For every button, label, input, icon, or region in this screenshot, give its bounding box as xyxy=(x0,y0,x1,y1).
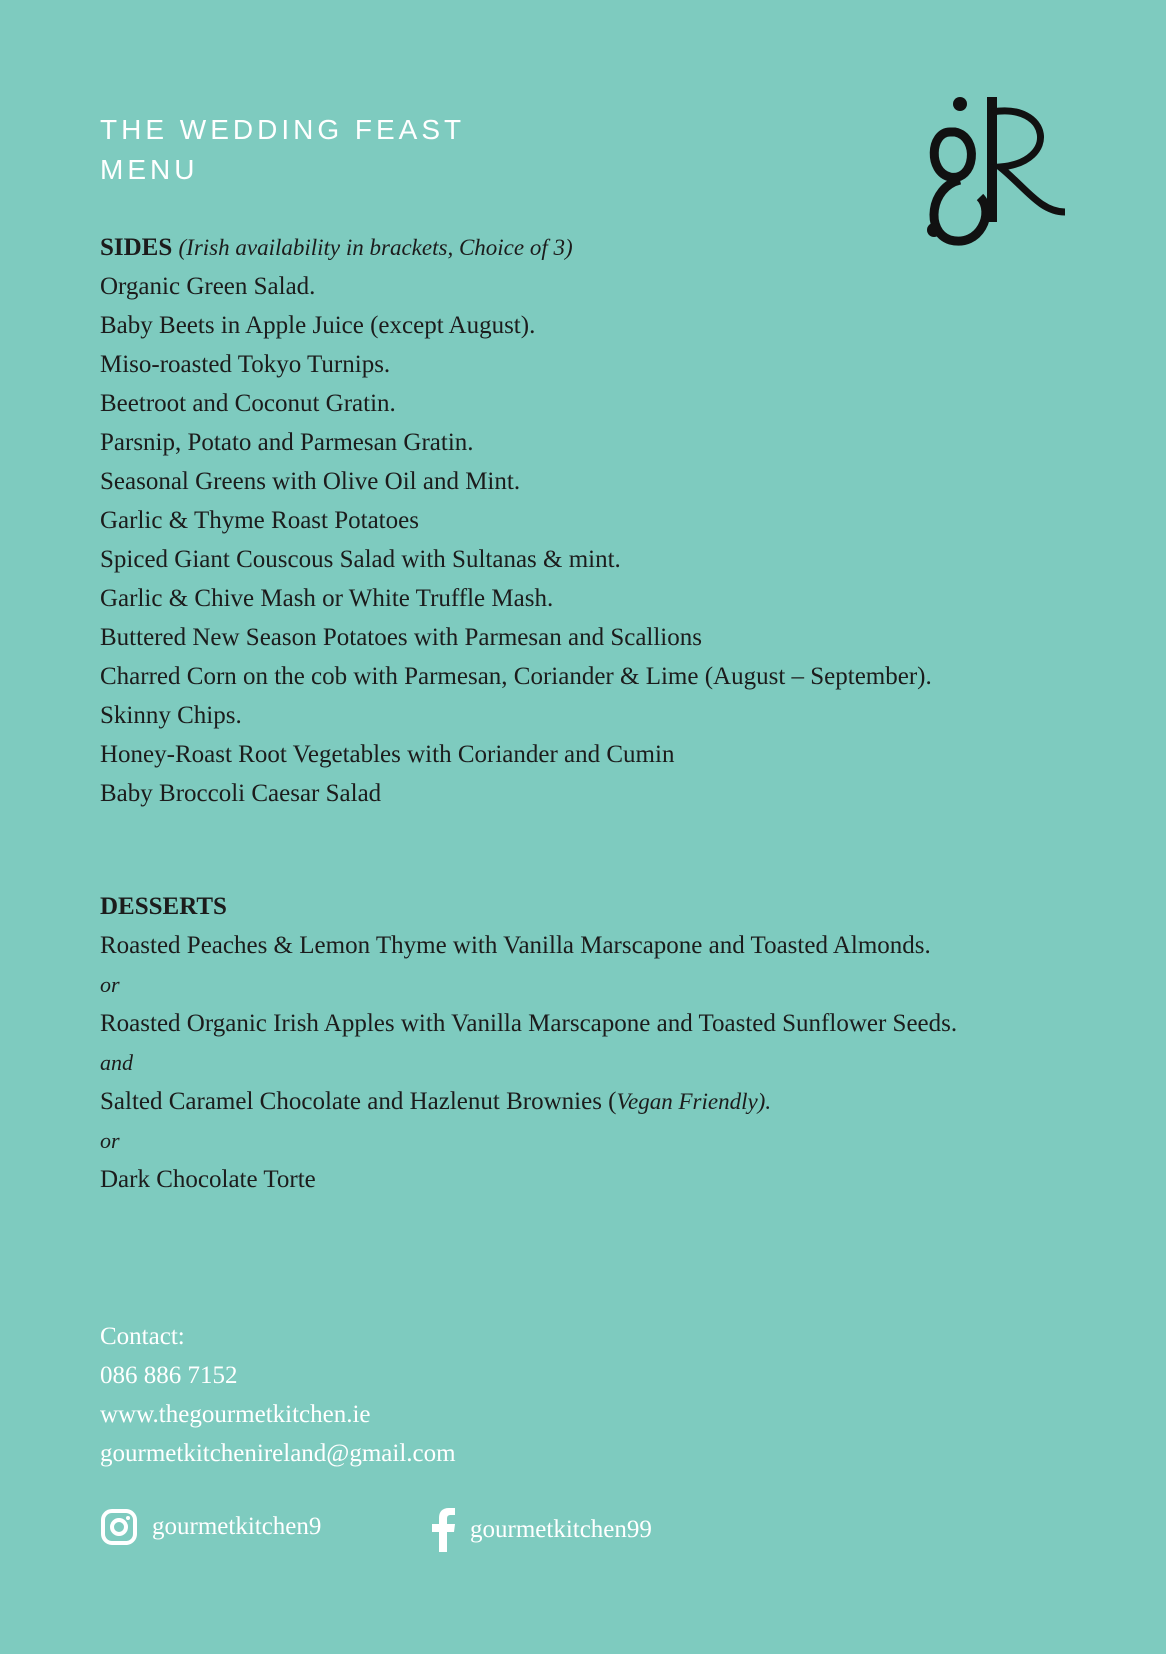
side-item: Parsnip, Potato and Parmesan Gratin. xyxy=(100,429,474,456)
dessert-conjunction: and xyxy=(100,1050,133,1075)
side-item: Baby Broccoli Caesar Salad xyxy=(100,780,382,807)
menu-title-line1: THE WEDDING FEAST xyxy=(100,114,466,145)
instagram-handle: gourmetkitchen9 xyxy=(152,1513,322,1540)
dessert-item: Roasted Peaches & Lemon Thyme with Vanilla Marscapone and Toasted Almonds. xyxy=(100,932,931,959)
instagram-link[interactable] xyxy=(100,1508,321,1546)
side-item: Garlic & Chive Mash or White Truffle Mash. xyxy=(100,585,554,612)
sides-section xyxy=(100,228,1140,813)
side-item: Buttered New Season Potatoes with Parmesan and Scallions xyxy=(100,624,702,651)
dessert-item: Dark Chocolate Torte xyxy=(100,1166,316,1193)
contact-section xyxy=(100,1317,456,1473)
side-item: Baby Beets in Apple Juice (except August). xyxy=(100,312,536,339)
side-item: Garlic & Thyme Roast Potatoes xyxy=(100,507,419,534)
desserts-section xyxy=(100,887,1140,1199)
menu-title xyxy=(100,110,465,190)
facebook-handle: gourmetkitchen99 xyxy=(470,1516,652,1543)
desserts-heading-line xyxy=(100,887,1140,926)
contact-label: Contact: xyxy=(100,1323,185,1350)
facebook-icon xyxy=(430,1508,456,1552)
facebook-link[interactable] xyxy=(430,1508,652,1552)
side-item: Seasonal Greens with Olive Oil and Mint. xyxy=(100,468,521,495)
sides-note: (Irish availability in brackets, Choice of 3) xyxy=(178,235,573,260)
instagram-icon xyxy=(100,1508,138,1546)
contact-email: gourmetkitchenireland@gmail.com xyxy=(100,1440,456,1467)
side-item: Charred Corn on the cob with Parmesan, Coriander & Lime (August – September). xyxy=(100,663,932,690)
dessert-conjunction: or xyxy=(100,1128,120,1153)
side-item: Miso-roasted Tokyo Turnips. xyxy=(100,351,391,378)
contact-website: www.thegourmetkitchen.ie xyxy=(100,1401,371,1428)
dessert-item-note: Vegan Friendly). xyxy=(616,1089,772,1114)
desserts-heading: DESSERTS xyxy=(100,893,227,920)
dessert-item: Salted Caramel Chocolate and Hazlenut Brownies ( xyxy=(100,1088,617,1115)
dessert-conjunction: or xyxy=(100,972,120,997)
sides-heading: SIDES xyxy=(100,234,173,261)
side-item: Skinny Chips. xyxy=(100,702,242,729)
sides-heading-line xyxy=(100,228,1140,267)
side-item: Honey-Roast Root Vegetables with Coriander and Cumin xyxy=(100,741,675,768)
contact-phone: 086 886 7152 xyxy=(100,1362,238,1389)
dessert-item: Roasted Organic Irish Apples with Vanilla Marscapone and Toasted Sunflower Seeds. xyxy=(100,1010,958,1037)
dessert-item-brownies xyxy=(100,1082,1140,1121)
side-item: Organic Green Salad. xyxy=(100,273,316,300)
side-item: Beetroot and Coconut Gratin. xyxy=(100,390,396,417)
side-item: Spiced Giant Couscous Salad with Sultanas & mint. xyxy=(100,546,621,573)
menu-title-line2: MENU xyxy=(100,154,199,185)
